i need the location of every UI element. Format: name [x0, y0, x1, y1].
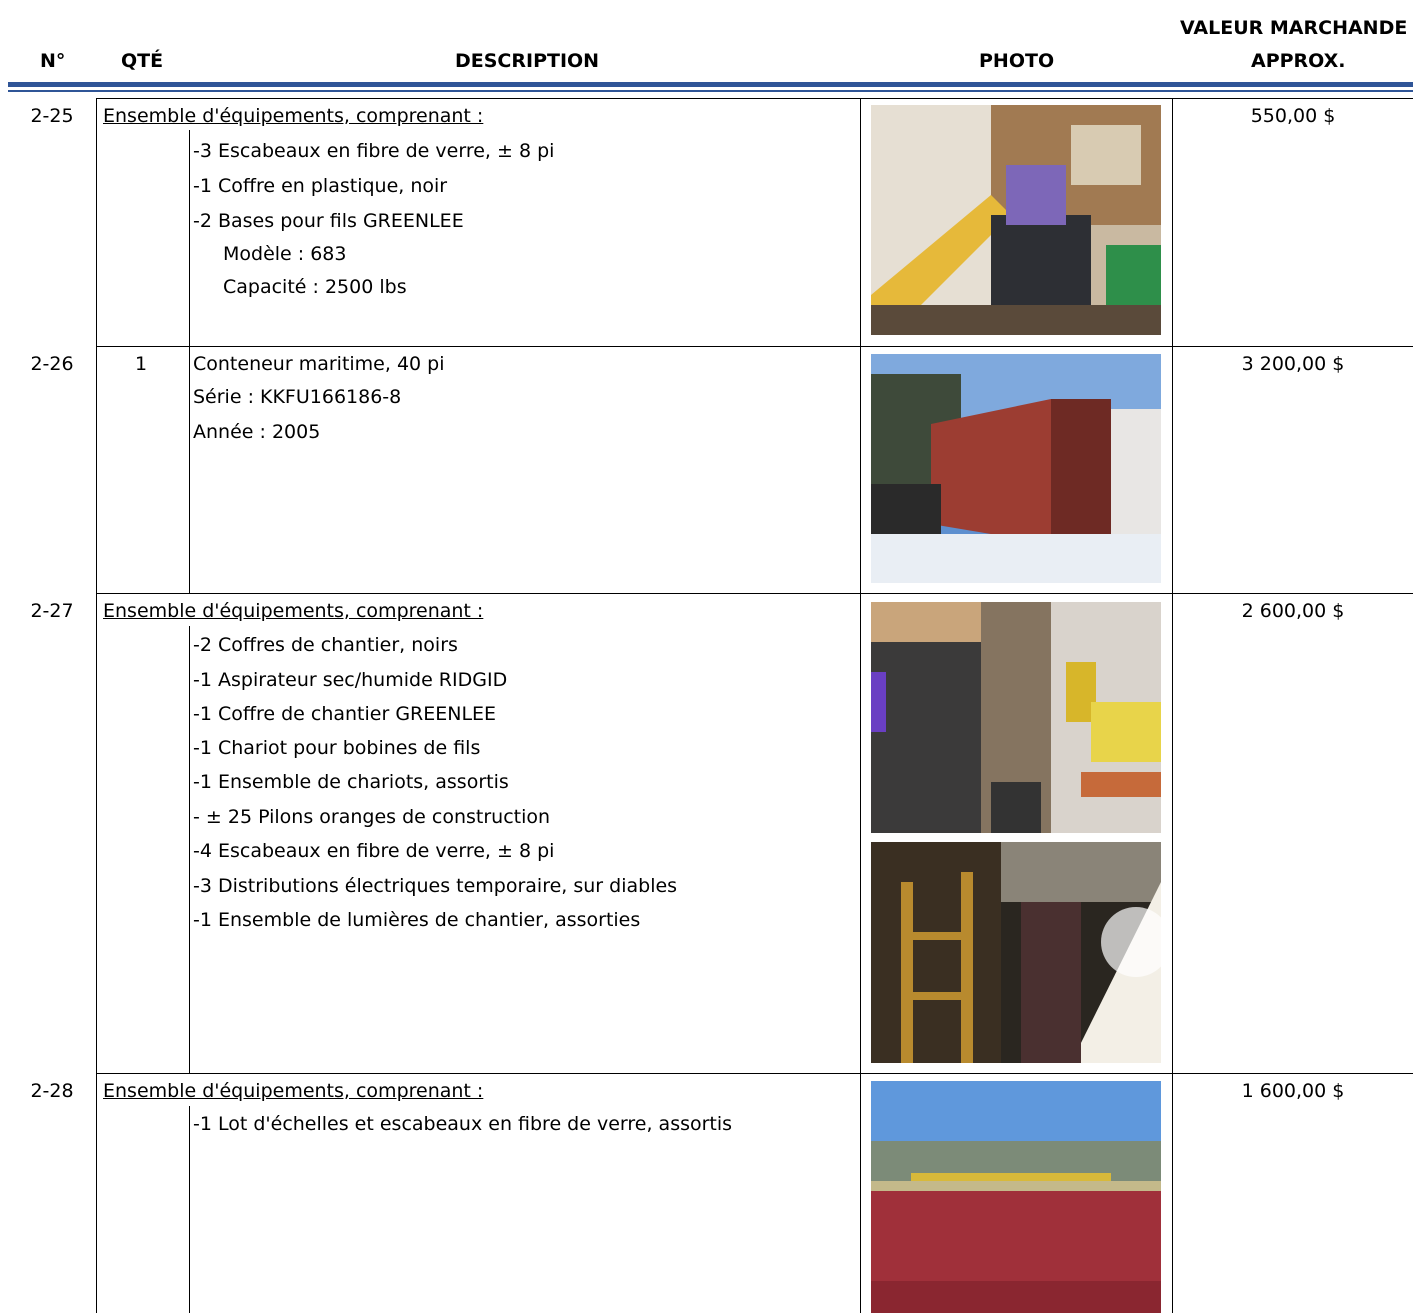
- lot-item: Conteneur maritime, 40 pi: [193, 353, 445, 375]
- header-value-line1: VALEUR MARCHANDE: [1180, 17, 1408, 39]
- grid-line: [189, 346, 190, 593]
- grid-line: [96, 98, 97, 1313]
- lot-value: 1 600,00 $: [1241, 1080, 1345, 1102]
- lot-item: Modèle : 683: [223, 243, 347, 265]
- lot-item: -1 Lot d'échelles et escabeaux en fibre de verre, assortis: [193, 1113, 733, 1135]
- lot-number: 2-26: [30, 353, 74, 375]
- lot-item: -1 Chariot pour bobines de fils: [193, 737, 481, 759]
- grid-line: [860, 98, 861, 1313]
- lot-item: -1 Coffre en plastique, noir: [193, 175, 448, 197]
- lot-value: 550,00 $: [1250, 105, 1336, 127]
- grid-line: [189, 626, 190, 1073]
- header-description: DESCRIPTION: [455, 50, 600, 72]
- grid-line: [189, 1106, 190, 1313]
- header-photo: PHOTO: [979, 50, 1055, 72]
- lot-item: -1 Ensemble de chariots, assortis: [193, 771, 509, 793]
- header-rule: [8, 82, 1413, 87]
- lot-item: -3 Distributions électriques temporaire, sur diables: [193, 875, 678, 897]
- lot-value: 3 200,00 $: [1241, 353, 1345, 375]
- header-qty: QTÉ: [121, 50, 164, 72]
- lot-photo: [871, 1081, 1161, 1313]
- lot-heading: Ensemble d'équipements, comprenant :: [103, 105, 484, 127]
- grid-line: [189, 130, 190, 346]
- lot-item: Série : KKFU166186-8: [193, 386, 402, 408]
- lot-item: -3 Escabeaux en fibre de verre, ± 8 pi: [193, 140, 555, 162]
- lot-item: - ± 25 Pilons oranges de construction: [193, 806, 551, 828]
- grid-line: [96, 593, 1413, 594]
- grid-line: [1172, 98, 1173, 1313]
- lot-item: Capacité : 2500 lbs: [223, 276, 407, 298]
- lot-photo: [871, 105, 1161, 335]
- lot-photo: [871, 602, 1161, 833]
- header-value-line2: APPROX.: [1251, 50, 1346, 72]
- lot-heading: Ensemble d'équipements, comprenant :: [103, 1080, 484, 1102]
- lot-value: 2 600,00 $: [1241, 600, 1345, 622]
- lot-item: -1 Aspirateur sec/humide RIDGID: [193, 669, 508, 691]
- header-no: N°: [40, 50, 66, 72]
- lot-item: -1 Coffre de chantier GREENLEE: [193, 703, 497, 725]
- lot-photo: [871, 354, 1161, 583]
- lot-item: Année : 2005: [193, 421, 321, 443]
- grid-line: [96, 1073, 1413, 1074]
- lot-photo: [871, 842, 1161, 1063]
- lot-quantity: 1: [134, 353, 148, 375]
- lot-item: -1 Ensemble de lumières de chantier, assorties: [193, 909, 641, 931]
- grid-line: [96, 346, 1413, 347]
- lot-number: 2-25: [30, 105, 74, 127]
- lot-number: 2-27: [30, 600, 74, 622]
- header-rule-secondary: [8, 90, 1413, 92]
- lot-item: -2 Bases pour fils GREENLEE: [193, 210, 464, 232]
- lot-number: 2-28: [30, 1080, 74, 1102]
- lot-heading: Ensemble d'équipements, comprenant :: [103, 600, 484, 622]
- lot-item: -2 Coffres de chantier, noirs: [193, 634, 458, 656]
- grid-line: [96, 98, 1413, 99]
- lot-item: -4 Escabeaux en fibre de verre, ± 8 pi: [193, 840, 555, 862]
